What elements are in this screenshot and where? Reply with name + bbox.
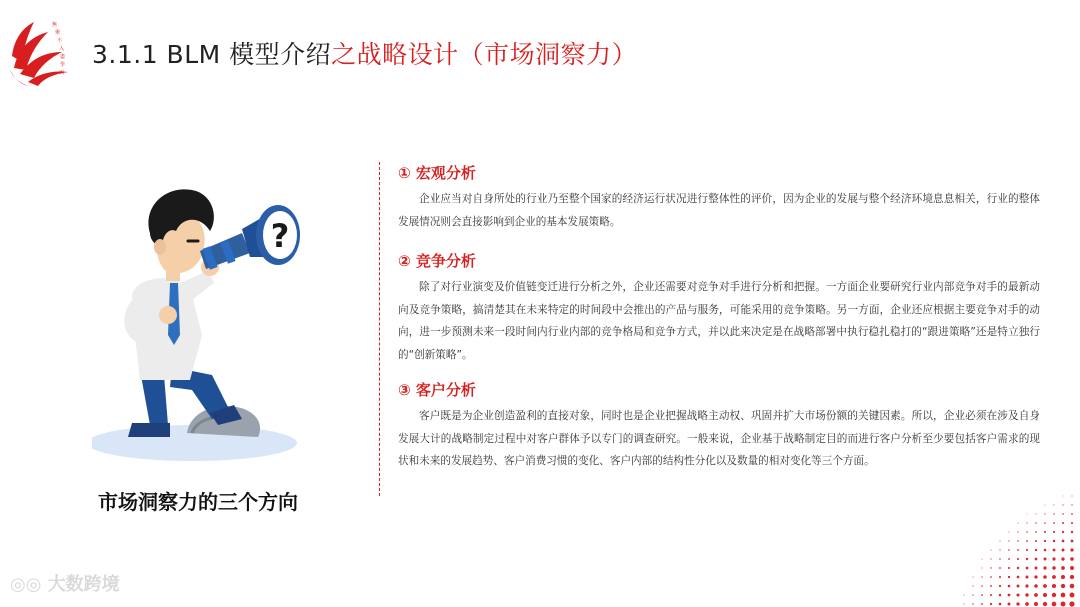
section-body: 除了对行业演变及价值链变迁进行分析之外，企业还需要对竞争对手进行分析和把握。一方面企业要研究行业内部竞争对手的最新动向及竞争策略，搞清楚其在未来特定的时间段中会推出的产品与服务，可能采用的竞争策略。另一方面，企业还应根据主要竞争对手的动向，进一步预测未来一段时间内行业内部的竞争格局和竞争方式，并以此来决定是在战略部署中执行稳扎稳打的“跟进策略”还是特立独行的“创新策略”。 [398, 281, 1040, 361]
decor-dot [1070, 548, 1073, 551]
decor-dot [1053, 513, 1054, 514]
decor-dot [981, 585, 983, 587]
decor-dot [1070, 584, 1075, 589]
decor-dot [1026, 567, 1029, 570]
decor-dot [1008, 549, 1010, 551]
decor-dot [1035, 549, 1037, 551]
decor-dot [1000, 541, 1001, 542]
section-customer-analysis [398, 379, 1040, 473]
decor-dot [981, 576, 982, 577]
watermark [10, 570, 120, 596]
decor-dot [1052, 602, 1057, 607]
watermark-text: 大数跨境 [47, 574, 120, 595]
decor-dot [1071, 522, 1073, 524]
decor-dot [1043, 593, 1047, 597]
decor-dot [1026, 576, 1029, 579]
decor-dot [999, 594, 1001, 596]
decor-dot [1017, 558, 1019, 560]
decor-dot [1062, 513, 1064, 515]
decor-dot [999, 549, 1000, 550]
decor-dot [1026, 540, 1028, 542]
decor-dot [981, 567, 982, 568]
decor-dot [991, 550, 992, 551]
decor-dot [972, 603, 973, 604]
decor-dot [1052, 566, 1055, 569]
svg-text:舉: 舉 [55, 30, 61, 36]
decor-dot [1052, 575, 1056, 579]
decor-dot [1025, 593, 1028, 596]
decor-dot [1025, 602, 1029, 606]
decor-dot [1053, 549, 1056, 552]
svg-text:無: 無 [52, 22, 58, 28]
section-title: ① 宏观分析 [398, 164, 476, 182]
decor-dot [1045, 505, 1046, 506]
decor-dot [1017, 549, 1019, 551]
decor-dot [1061, 584, 1065, 588]
decor-dot [1069, 601, 1074, 606]
decor-dot [1026, 522, 1027, 523]
decor-dot [1061, 575, 1065, 579]
decor-dot [1053, 540, 1055, 542]
decor-dot [1044, 549, 1047, 552]
decor-dot [1043, 566, 1046, 569]
decor-dot [1052, 584, 1056, 588]
decor-dot [1008, 540, 1009, 541]
decor-dot [1035, 558, 1038, 561]
decor-dot [1043, 584, 1047, 588]
decor-dot [1071, 540, 1074, 543]
decor-dot [973, 577, 974, 578]
svg-text:不: 不 [57, 38, 63, 44]
decor-dot [1026, 549, 1028, 551]
decor-dot [1044, 531, 1046, 533]
decor-dot [999, 585, 1001, 587]
decor-dot [1062, 531, 1064, 533]
decor-dot [1018, 523, 1019, 524]
slide-title [92, 38, 637, 72]
decor-dot [999, 567, 1001, 569]
decor-dot [1070, 566, 1074, 570]
decor-dot [1008, 603, 1011, 606]
decor-dot [1017, 576, 1020, 579]
decor-dot [981, 603, 983, 605]
decor-dot [1017, 567, 1019, 569]
section-title: ③ 客户分析 [398, 381, 476, 399]
section-body: 客户既是为企业创造盈利的直接对象，同时也是企业把握战略主动权、巩固并扩大市场份额的关键因素。所以，企业必须在涉及自身发展大计的战略制定过程中对客户群体予以专门的调查研究。一般来说，企业基于战略制定目的而进行客户分析至少要包括客户需求的现状和未来的发展趋势、客户消费习惯的变化、客户内部的结构性分化以及数量的相对变化等三个方面。 [398, 410, 1040, 467]
decor-dot [1035, 540, 1037, 542]
section-competition-analysis [398, 250, 1040, 366]
decor-dot [1027, 514, 1028, 515]
decor-dot [1016, 593, 1019, 596]
decor-dot [1017, 540, 1019, 542]
decor-dot [1026, 531, 1027, 532]
section-macro-analysis [398, 162, 1040, 233]
decor-dot [1061, 548, 1064, 551]
watermark-logo-icon: ◎◎ [10, 574, 48, 595]
decor-dot [972, 585, 973, 586]
decor-dot [963, 603, 964, 604]
decor-dot [1053, 522, 1055, 524]
decor-dot [1008, 576, 1010, 578]
svg-text:盡: 盡 [60, 54, 66, 60]
decor-dot [1035, 513, 1036, 514]
decor-dot [1009, 532, 1010, 533]
decor-dot [1043, 602, 1047, 606]
decor-dot [1008, 594, 1011, 597]
decor-dot [999, 558, 1001, 560]
question-mark-icon: ? [270, 217, 290, 255]
decor-dot [1070, 593, 1075, 598]
decor-dot [1008, 558, 1010, 560]
decor-dot [1062, 504, 1063, 505]
decor-dot [990, 576, 992, 578]
decor-dot [1061, 602, 1066, 607]
decor-dot [1034, 602, 1038, 606]
dashed-divider [379, 162, 380, 496]
decor-dot [990, 603, 992, 605]
decor-dot [1062, 540, 1065, 543]
decor-dot [1061, 557, 1064, 560]
section-title: ② 竞争分析 [398, 252, 476, 270]
title-prefix: 3.1.1 BLM 模型介绍 [92, 40, 332, 69]
decor-dot [1070, 557, 1074, 561]
decor-dot [1025, 584, 1028, 587]
decor-dot [990, 594, 992, 596]
man-with-telescope-illustration [92, 175, 342, 475]
decor-dot [1061, 566, 1065, 570]
decor-dot [999, 603, 1002, 606]
svg-text:入: 入 [59, 46, 65, 52]
decor-dot [1052, 593, 1056, 597]
decor-dot [1017, 585, 1020, 588]
decor-dot [1052, 557, 1055, 560]
decor-dot [1043, 575, 1047, 579]
decor-dot [1071, 513, 1073, 515]
decor-dot [999, 576, 1001, 578]
svg-text:而: 而 [59, 70, 65, 76]
decor-dot [1035, 531, 1037, 533]
title-highlight: 之战略设计（市场洞察力） [331, 40, 638, 69]
decor-dot [1026, 558, 1028, 560]
illustration-caption: 市场洞察力的三个方向 [98, 490, 298, 514]
decor-dot [1034, 575, 1037, 578]
decor-dot [1034, 593, 1038, 597]
decor-dot [964, 595, 965, 596]
decor-dot [990, 558, 991, 559]
decor-dot [1044, 558, 1047, 561]
decor-dot [1070, 575, 1074, 579]
decor-dot [1035, 522, 1036, 523]
decor-dot [972, 594, 973, 595]
decor-dot [1008, 567, 1010, 569]
decor-dot [981, 594, 983, 596]
decor-dot [1061, 593, 1066, 598]
decor-dot [1071, 531, 1073, 533]
decor-dot [1034, 584, 1038, 588]
decor-dot [1035, 567, 1038, 570]
decor-dot [1008, 585, 1011, 588]
decor-dot [1063, 496, 1064, 497]
red-fan-logo-icon [8, 18, 74, 90]
decor-dot [1044, 540, 1046, 542]
decor-dot [1053, 504, 1054, 505]
decor-dot [1071, 504, 1072, 505]
svg-text:學: 學 [60, 62, 66, 68]
decor-dot [1017, 531, 1018, 532]
decor-dot [982, 559, 983, 560]
decor-dot [1062, 522, 1064, 524]
section-body: 企业应当对自身所处的行业乃至整个国家的经济运行状况进行整体性的评价，因为企业的发展与整个经济环境息息相关，行业的整体发展情况则会直接影响到企业的基本发展策略。 [398, 193, 1040, 228]
decor-dot [1072, 496, 1073, 497]
decor-dot [1044, 522, 1046, 524]
decor-dot [1016, 602, 1019, 605]
decorative-dot-pattern [820, 487, 1080, 607]
decor-dot [990, 585, 992, 587]
decor-dot [1053, 531, 1055, 533]
decor-dot [1044, 513, 1045, 514]
decor-dot [990, 567, 991, 568]
